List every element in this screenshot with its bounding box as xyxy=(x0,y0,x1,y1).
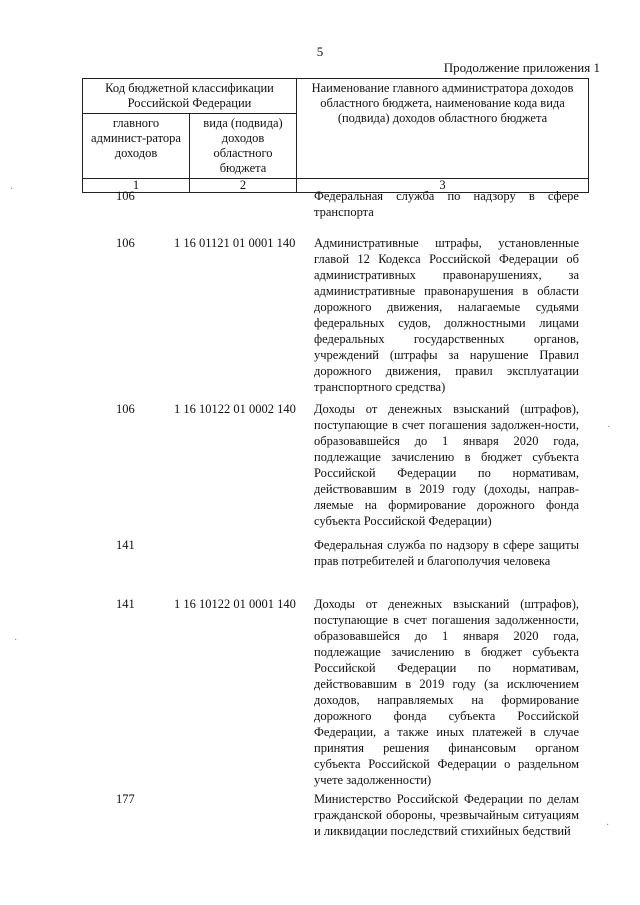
admin-code: 177 xyxy=(116,792,135,806)
admin-code: 141 xyxy=(116,597,135,611)
income-code: 1 16 10122 01 0002 140 xyxy=(174,402,296,416)
scan-speck: · xyxy=(606,820,610,831)
classification-header-table xyxy=(82,78,589,193)
scan-speck: · xyxy=(14,635,18,646)
admin-code: 106 xyxy=(116,189,135,203)
row-description: Федеральная служба по надзору в сфере транспорта xyxy=(314,189,579,219)
header-group-code: Код бюджетной классификации Российской Федерации xyxy=(83,79,297,114)
header-col2: вида (подвида) доходов областного бюджета xyxy=(190,114,297,179)
scan-speck: · xyxy=(607,422,611,433)
row-description: Доходы от денежных взысканий (штрафов), поступающие в счет погашения задолженности, образовавшейся до 1 января 2020 года, подлежащие зачислению в бюджет субъекта Российской Федерации по нормативам, действовавшим в 2019 году (за исключением доходов, направляемых на формирование дорожного фонда субъекта Российской Федерации, а также иных платежей в случае принятия решения финансовым органом субъекта Российской Федерации о раздельном учете задолженности) xyxy=(314,597,579,787)
row-description: Доходы от денежных взысканий (штрафов), поступающие в счет погашения задолжен-ности, образовавшейся до 1 января 2020 года, подлежащие зачислению в бюджет субъекта Российской Федерации по нормативам, действовавшим в 2019 году (доходы, направ-ляемые на формирование дорожного фонда субъекта Российской Федерации) xyxy=(314,402,579,528)
admin-code: 106 xyxy=(116,402,135,416)
income-code: 1 16 10122 01 0001 140 xyxy=(174,597,296,611)
admin-code: 106 xyxy=(116,236,135,250)
row-description: Министерство Российской Федерации по делам гражданской обороны, чрезвычайным ситуациям и ликвидации последствий стихийных бедствий xyxy=(314,792,579,838)
header-col1: главного админист-ратора доходов xyxy=(83,114,190,179)
header-col-number-3: 3 xyxy=(297,179,589,193)
page-number: 5 xyxy=(316,44,324,59)
header-col3: Наименование главного администратора доходов областного бюджета, наименование кода вида (подвида) доходов областного бюджета xyxy=(297,79,589,179)
scan-speck: · xyxy=(10,184,14,195)
row-description: Административные штрафы, установленные главой 12 Кодекса Российской Федерации об административных правонарушениях, за административные правонарушения в области дорожного движения, налагаемые судьями федеральных судов, должностными лицами федеральных государственных органов, учреждений (штрафы за нарушение Правил дорожного движения, правил эксплуатации транспортного средства) xyxy=(314,236,579,394)
admin-code: 141 xyxy=(116,538,135,552)
header-col-number-1: 1 xyxy=(83,179,190,193)
income-code: 1 16 01121 01 0001 140 xyxy=(174,236,296,250)
header-col-number-2: 2 xyxy=(190,179,297,193)
continuation-label: Продолжение приложения 1 xyxy=(443,60,600,75)
row-description: Федеральная служба по надзору в сфере защиты прав потребителей и благополучия человека xyxy=(314,538,579,568)
